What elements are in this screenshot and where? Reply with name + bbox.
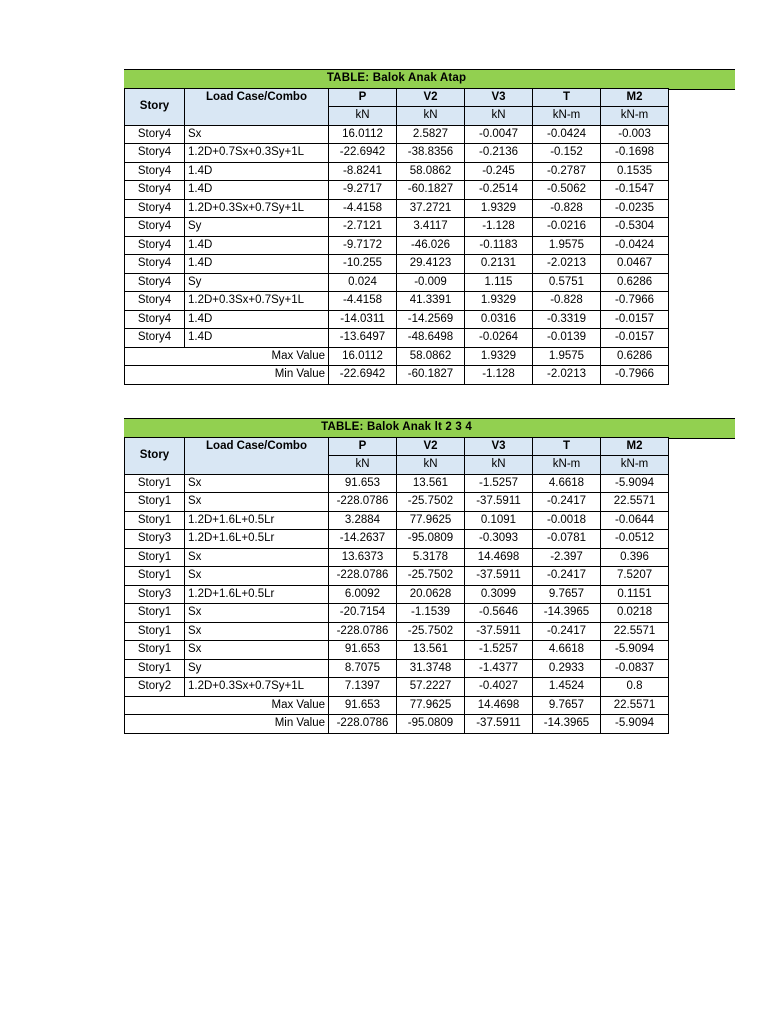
summary-label: Max Value bbox=[125, 696, 329, 715]
value-cell: 1.4524 bbox=[533, 678, 601, 697]
value-cell: 0.396 bbox=[601, 548, 669, 567]
data-table bbox=[124, 418, 669, 734]
value-cell: -60.1827 bbox=[397, 181, 465, 200]
value-cell: -1.5257 bbox=[465, 641, 533, 660]
value-cell: 7.1397 bbox=[329, 678, 397, 697]
value-cell: -0.0235 bbox=[601, 199, 669, 218]
combo-cell: 1.4D bbox=[185, 329, 329, 348]
summary-value: -228.0786 bbox=[329, 715, 397, 734]
value-cell: -228.0786 bbox=[329, 622, 397, 641]
summary-value: -37.5911 bbox=[465, 715, 533, 734]
combo-cell: 1.4D bbox=[185, 255, 329, 274]
value-cell: -38.8356 bbox=[397, 144, 465, 163]
value-cell: -0.0018 bbox=[533, 511, 601, 530]
table-row bbox=[125, 659, 669, 678]
unit-cell: kN bbox=[397, 107, 465, 126]
summary-value: -95.0809 bbox=[397, 715, 465, 734]
value-cell: -37.5911 bbox=[465, 567, 533, 586]
value-cell: -0.0644 bbox=[601, 511, 669, 530]
summary-value: -0.7966 bbox=[601, 366, 669, 385]
combo-cell: 1.4D bbox=[185, 236, 329, 255]
value-cell: 1.9329 bbox=[465, 292, 533, 311]
header-v2: V2 bbox=[397, 88, 465, 107]
story-cell: Story3 bbox=[125, 585, 185, 604]
value-cell: 0.0218 bbox=[601, 604, 669, 623]
value-cell: -1.4377 bbox=[465, 659, 533, 678]
value-cell: 0.0467 bbox=[601, 255, 669, 274]
value-cell: 0.2131 bbox=[465, 255, 533, 274]
value-cell: 22.5571 bbox=[601, 493, 669, 512]
value-cell: -8.8241 bbox=[329, 162, 397, 181]
combo-cell: Sx bbox=[185, 567, 329, 586]
combo-cell: Sy bbox=[185, 659, 329, 678]
header-p: P bbox=[329, 88, 397, 107]
value-cell: 0.1091 bbox=[465, 511, 533, 530]
story-cell: Story2 bbox=[125, 678, 185, 697]
combo-cell: 1.2D+0.7Sx+0.3Sy+1L bbox=[185, 144, 329, 163]
value-cell: -0.0216 bbox=[533, 218, 601, 237]
combo-cell: Sx bbox=[185, 548, 329, 567]
value-cell: -0.2787 bbox=[533, 162, 601, 181]
value-cell: 91.653 bbox=[329, 641, 397, 660]
value-cell: 13.561 bbox=[397, 474, 465, 493]
value-cell: -10.255 bbox=[329, 255, 397, 274]
header-p: P bbox=[329, 437, 397, 456]
value-cell: -20.7154 bbox=[329, 604, 397, 623]
table-row bbox=[125, 678, 669, 697]
value-cell: 57.2227 bbox=[397, 678, 465, 697]
table-row bbox=[125, 530, 669, 549]
table-row bbox=[125, 144, 669, 163]
header-v2: V2 bbox=[397, 437, 465, 456]
summary-value: 1.9575 bbox=[533, 347, 601, 366]
value-cell: -2.0213 bbox=[533, 255, 601, 274]
value-cell: -0.2417 bbox=[533, 493, 601, 512]
value-cell: -22.6942 bbox=[329, 144, 397, 163]
summary-value: 1.9329 bbox=[465, 347, 533, 366]
value-cell: 77.9625 bbox=[397, 511, 465, 530]
max-value-row bbox=[125, 347, 669, 366]
header-story: Story bbox=[125, 88, 185, 125]
unit-cell: kN bbox=[329, 456, 397, 475]
table-row bbox=[125, 604, 669, 623]
value-cell: -0.0424 bbox=[601, 236, 669, 255]
value-cell: -37.5911 bbox=[465, 493, 533, 512]
table-row bbox=[125, 585, 669, 604]
value-cell: -14.3965 bbox=[533, 604, 601, 623]
summary-value: 77.9625 bbox=[397, 696, 465, 715]
summary-value: 0.6286 bbox=[601, 347, 669, 366]
value-cell: -1.128 bbox=[465, 218, 533, 237]
combo-cell: 1.2D+0.3Sx+0.7Sy+1L bbox=[185, 292, 329, 311]
table-row bbox=[125, 641, 669, 660]
max-value-row bbox=[125, 696, 669, 715]
value-cell: -46.026 bbox=[397, 236, 465, 255]
value-cell: -0.4027 bbox=[465, 678, 533, 697]
combo-cell: Sy bbox=[185, 218, 329, 237]
value-cell: 31.3748 bbox=[397, 659, 465, 678]
table-row bbox=[125, 567, 669, 586]
unit-cell: kN-m bbox=[601, 107, 669, 126]
value-cell: 58.0862 bbox=[397, 162, 465, 181]
value-cell: -0.2514 bbox=[465, 181, 533, 200]
value-cell: 41.3391 bbox=[397, 292, 465, 311]
story-cell: Story4 bbox=[125, 310, 185, 329]
combo-cell: 1.4D bbox=[185, 310, 329, 329]
value-cell: -0.1183 bbox=[465, 236, 533, 255]
header-m2: M2 bbox=[601, 88, 669, 107]
unit-cell: kN bbox=[397, 456, 465, 475]
story-cell: Story4 bbox=[125, 144, 185, 163]
value-cell: -0.0157 bbox=[601, 310, 669, 329]
table-row bbox=[125, 181, 669, 200]
unit-cell: kN bbox=[465, 107, 533, 126]
table-title: TABLE: Balok Anak Atap bbox=[326, 71, 467, 84]
story-cell: Story4 bbox=[125, 162, 185, 181]
table-row bbox=[125, 125, 669, 144]
unit-cell: kN bbox=[329, 107, 397, 126]
value-cell: 9.7657 bbox=[533, 585, 601, 604]
combo-cell: 1.4D bbox=[185, 162, 329, 181]
table-row bbox=[125, 474, 669, 493]
combo-cell: 1.2D+1.6L+0.5Lr bbox=[185, 530, 329, 549]
table-row bbox=[125, 329, 669, 348]
story-cell: Story4 bbox=[125, 181, 185, 200]
value-cell: 3.2884 bbox=[329, 511, 397, 530]
value-cell: 0.0316 bbox=[465, 310, 533, 329]
header-load-case-combo: Load Case/Combo bbox=[185, 88, 329, 125]
table-row bbox=[125, 218, 669, 237]
value-cell: 0.1151 bbox=[601, 585, 669, 604]
summary-value: -14.3965 bbox=[533, 715, 601, 734]
story-cell: Story4 bbox=[125, 255, 185, 274]
value-cell: 91.653 bbox=[329, 474, 397, 493]
value-cell: -1.1539 bbox=[397, 604, 465, 623]
value-cell: -0.5062 bbox=[533, 181, 601, 200]
table-row bbox=[125, 511, 669, 530]
value-cell: -0.2417 bbox=[533, 622, 601, 641]
summary-value: 16.0112 bbox=[329, 347, 397, 366]
combo-cell: Sx bbox=[185, 493, 329, 512]
value-cell: -25.7502 bbox=[397, 567, 465, 586]
table-balok-anak-lt-2-3-4 bbox=[124, 418, 669, 734]
combo-cell: 1.2D+0.3Sx+0.7Sy+1L bbox=[185, 678, 329, 697]
table-row bbox=[125, 273, 669, 292]
value-cell: 16.0112 bbox=[329, 125, 397, 144]
value-cell: -0.0424 bbox=[533, 125, 601, 144]
story-cell: Story4 bbox=[125, 329, 185, 348]
combo-cell: 1.2D+0.3Sx+0.7Sy+1L bbox=[185, 199, 329, 218]
header-story: Story bbox=[125, 437, 185, 474]
table-row bbox=[125, 622, 669, 641]
summary-label: Min Value bbox=[125, 715, 329, 734]
value-cell: 6.0092 bbox=[329, 585, 397, 604]
value-cell: -0.0139 bbox=[533, 329, 601, 348]
header-t: T bbox=[533, 437, 601, 456]
combo-cell: Sx bbox=[185, 604, 329, 623]
story-cell: Story4 bbox=[125, 292, 185, 311]
table-row bbox=[125, 199, 669, 218]
value-cell: -0.0837 bbox=[601, 659, 669, 678]
combo-cell: Sx bbox=[185, 474, 329, 493]
value-cell: 1.9575 bbox=[533, 236, 601, 255]
value-cell: 14.4698 bbox=[465, 548, 533, 567]
combo-cell: 1.2D+1.6L+0.5Lr bbox=[185, 511, 329, 530]
value-cell: -14.2569 bbox=[397, 310, 465, 329]
value-cell: 13.561 bbox=[397, 641, 465, 660]
summary-value: -5.9094 bbox=[601, 715, 669, 734]
header-t: T bbox=[533, 88, 601, 107]
story-cell: Story1 bbox=[125, 604, 185, 623]
story-cell: Story4 bbox=[125, 218, 185, 237]
table-row bbox=[125, 310, 669, 329]
value-cell: -0.3093 bbox=[465, 530, 533, 549]
value-cell: 0.3099 bbox=[465, 585, 533, 604]
value-cell: -0.3319 bbox=[533, 310, 601, 329]
value-cell: -0.2417 bbox=[533, 567, 601, 586]
header-v3: V3 bbox=[465, 437, 533, 456]
story-cell: Story1 bbox=[125, 567, 185, 586]
value-cell: -13.6497 bbox=[329, 329, 397, 348]
combo-cell: Sx bbox=[185, 622, 329, 641]
story-cell: Story1 bbox=[125, 622, 185, 641]
table-row bbox=[125, 255, 669, 274]
table-row bbox=[125, 236, 669, 255]
value-cell: -0.0781 bbox=[533, 530, 601, 549]
value-cell: -14.0311 bbox=[329, 310, 397, 329]
summary-label: Max Value bbox=[125, 347, 329, 366]
value-cell: 22.5571 bbox=[601, 622, 669, 641]
value-cell: 0.8 bbox=[601, 678, 669, 697]
value-cell: 37.2721 bbox=[397, 199, 465, 218]
value-cell: 4.6618 bbox=[533, 474, 601, 493]
summary-value: 9.7657 bbox=[533, 696, 601, 715]
story-cell: Story4 bbox=[125, 125, 185, 144]
combo-cell: Sy bbox=[185, 273, 329, 292]
value-cell: -14.2637 bbox=[329, 530, 397, 549]
story-cell: Story1 bbox=[125, 493, 185, 512]
value-cell: 1.115 bbox=[465, 273, 533, 292]
story-cell: Story4 bbox=[125, 273, 185, 292]
combo-cell: Sx bbox=[185, 641, 329, 660]
table-row bbox=[125, 548, 669, 567]
header-load-case-combo: Load Case/Combo bbox=[185, 437, 329, 474]
unit-cell: kN-m bbox=[533, 456, 601, 475]
value-cell: -25.7502 bbox=[397, 622, 465, 641]
combo-cell: 1.4D bbox=[185, 181, 329, 200]
value-cell: -2.397 bbox=[533, 548, 601, 567]
min-value-row bbox=[125, 366, 669, 385]
story-cell: Story4 bbox=[125, 199, 185, 218]
value-cell: 0.1535 bbox=[601, 162, 669, 181]
summary-label: Min Value bbox=[125, 366, 329, 385]
value-cell: 0.6286 bbox=[601, 273, 669, 292]
min-value-row bbox=[125, 715, 669, 734]
value-cell: -0.828 bbox=[533, 292, 601, 311]
value-cell: -48.6498 bbox=[397, 329, 465, 348]
value-cell: 7.5207 bbox=[601, 567, 669, 586]
story-cell: Story1 bbox=[125, 641, 185, 660]
table-balok-anak-atap bbox=[124, 69, 669, 385]
value-cell: -0.828 bbox=[533, 199, 601, 218]
unit-cell: kN-m bbox=[601, 456, 669, 475]
value-cell: -0.003 bbox=[601, 125, 669, 144]
value-cell: -1.5257 bbox=[465, 474, 533, 493]
summary-value: 22.5571 bbox=[601, 696, 669, 715]
value-cell: -0.5646 bbox=[465, 604, 533, 623]
value-cell: -0.009 bbox=[397, 273, 465, 292]
header-v3: V3 bbox=[465, 88, 533, 107]
value-cell: 29.4123 bbox=[397, 255, 465, 274]
value-cell: -5.9094 bbox=[601, 474, 669, 493]
value-cell: -0.7966 bbox=[601, 292, 669, 311]
value-cell: -9.2717 bbox=[329, 181, 397, 200]
value-cell: -0.1547 bbox=[601, 181, 669, 200]
value-cell: -4.4158 bbox=[329, 199, 397, 218]
value-cell: -5.9094 bbox=[601, 641, 669, 660]
story-cell: Story4 bbox=[125, 236, 185, 255]
value-cell: 5.3178 bbox=[397, 548, 465, 567]
value-cell: 20.0628 bbox=[397, 585, 465, 604]
value-cell: -0.0264 bbox=[465, 329, 533, 348]
table-row bbox=[125, 493, 669, 512]
table-title: TABLE: Balok Anak lt 2 3 4 bbox=[321, 420, 472, 433]
story-cell: Story1 bbox=[125, 511, 185, 530]
value-cell: -0.152 bbox=[533, 144, 601, 163]
value-cell: -0.245 bbox=[465, 162, 533, 181]
value-cell: -0.1698 bbox=[601, 144, 669, 163]
value-cell: -0.0512 bbox=[601, 530, 669, 549]
summary-value: -1.128 bbox=[465, 366, 533, 385]
summary-value: 14.4698 bbox=[465, 696, 533, 715]
table-row bbox=[125, 292, 669, 311]
combo-cell: Sx bbox=[185, 125, 329, 144]
summary-value: -2.0213 bbox=[533, 366, 601, 385]
value-cell: -9.7172 bbox=[329, 236, 397, 255]
story-cell: Story1 bbox=[125, 659, 185, 678]
value-cell: -95.0809 bbox=[397, 530, 465, 549]
value-cell: -228.0786 bbox=[329, 493, 397, 512]
unit-cell: kN-m bbox=[533, 107, 601, 126]
summary-value: 91.653 bbox=[329, 696, 397, 715]
value-cell: -37.5911 bbox=[465, 622, 533, 641]
value-cell: 0.2933 bbox=[533, 659, 601, 678]
value-cell: 1.9329 bbox=[465, 199, 533, 218]
value-cell: -228.0786 bbox=[329, 567, 397, 586]
summary-value: -22.6942 bbox=[329, 366, 397, 385]
value-cell: -2.7121 bbox=[329, 218, 397, 237]
story-cell: Story1 bbox=[125, 548, 185, 567]
value-cell: -4.4158 bbox=[329, 292, 397, 311]
header-m2: M2 bbox=[601, 437, 669, 456]
value-cell: 3.4117 bbox=[397, 218, 465, 237]
value-cell: -0.0157 bbox=[601, 329, 669, 348]
value-cell: 8.7075 bbox=[329, 659, 397, 678]
value-cell: -0.0047 bbox=[465, 125, 533, 144]
value-cell: -25.7502 bbox=[397, 493, 465, 512]
summary-value: 58.0862 bbox=[397, 347, 465, 366]
value-cell: 0.024 bbox=[329, 273, 397, 292]
value-cell: 0.5751 bbox=[533, 273, 601, 292]
story-cell: Story3 bbox=[125, 530, 185, 549]
value-cell: -0.2136 bbox=[465, 144, 533, 163]
value-cell: 13.6373 bbox=[329, 548, 397, 567]
unit-cell: kN bbox=[465, 456, 533, 475]
value-cell: 2.5827 bbox=[397, 125, 465, 144]
table-row bbox=[125, 162, 669, 181]
summary-value: -60.1827 bbox=[397, 366, 465, 385]
story-cell: Story1 bbox=[125, 474, 185, 493]
value-cell: 4.6618 bbox=[533, 641, 601, 660]
combo-cell: 1.2D+1.6L+0.5Lr bbox=[185, 585, 329, 604]
value-cell: -0.5304 bbox=[601, 218, 669, 237]
data-table bbox=[124, 69, 669, 385]
